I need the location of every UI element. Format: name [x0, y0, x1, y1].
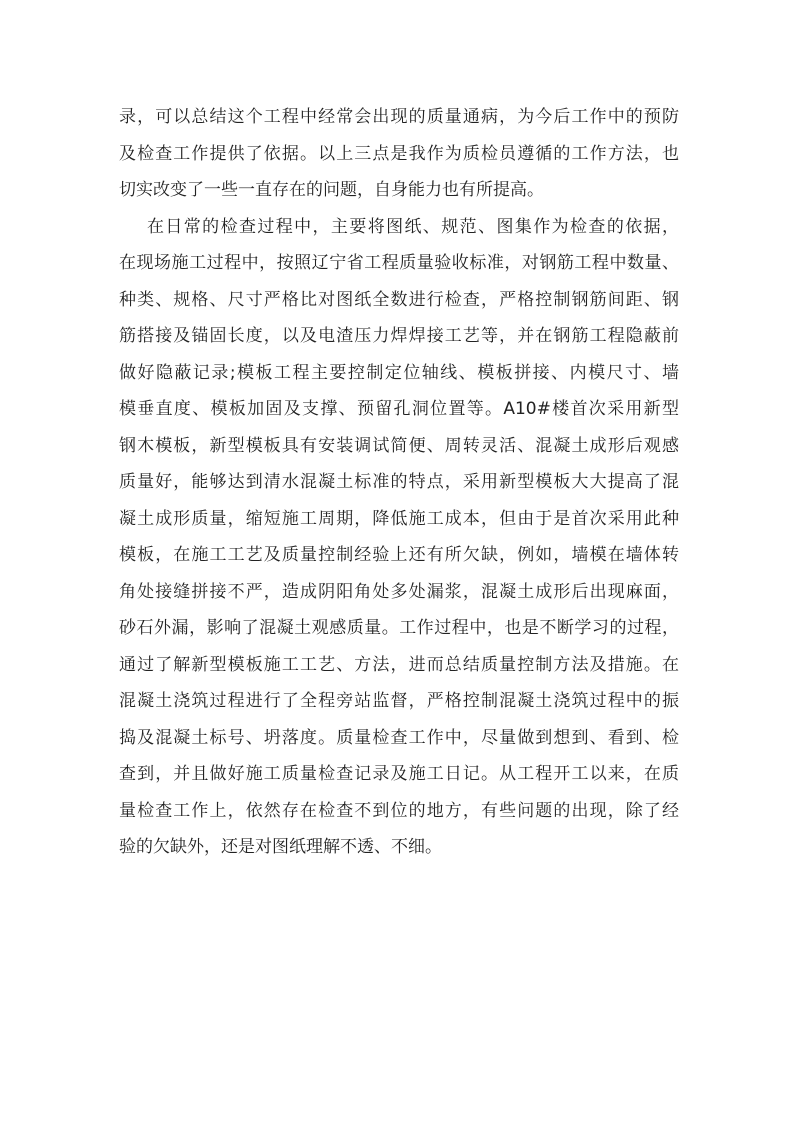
text-line: 做好隐蔽记录;模板工程主要控制定位轴线、模板拼接、内模尺寸、墙 [119, 362, 679, 383]
text-line: 凝土成形质量，缩短施工周期，降低施工成本，但由于是首次采用此种 [119, 508, 679, 529]
text-line: 捣及混凝土标号、坍落度。质量检查工作中，尽量做到想到、看到、检 [119, 727, 679, 748]
text-line: 钢木模板，新型模板具有安装调试简便、周转灵活、混凝土成形后观感 [119, 435, 679, 456]
paragraph-first-line: 在日常的检查过程中，主要将图纸、规范、图集作为检查的依据， [147, 216, 679, 237]
text-line: 切实改变了一些一直存在的问题，自身能力也有所提高。 [119, 180, 544, 200]
text-line: 种类、规格、尺寸严格比对图纸全数进行检查，严格控制钢筋间距、钢 [119, 289, 679, 310]
text-line: 验的欠缺外，还是对图纸理解不透、不细。 [119, 837, 442, 857]
text-line: 通过了解新型模板施工工艺、方法，进而总结质量控制方法及措施。在 [119, 654, 679, 675]
text-line: 及检查工作提供了依据。以上三点是我作为质检员遵循的工作方法，也 [119, 143, 679, 164]
text-line: 筋搭接及锚固长度，以及电渣压力焊焊接工艺等，并在钢筋工程隐蔽前 [119, 326, 679, 346]
text-line: 模板，在施工工艺及质量控制经验上还有所欠缺，例如，墙模在墙体转 [119, 545, 679, 565]
text-line: 混凝土浇筑过程进行了全程旁站监督，严格控制混凝土浇筑过程中的振 [119, 691, 679, 711]
text-line: 质量好，能够达到清水混凝土标准的特点，采用新型模板大大提高了混 [119, 472, 679, 492]
body-text [119, 99, 679, 866]
text-line: 在现场施工过程中，按照辽宁省工程质量验收标准，对钢筋工程中数量、 [119, 253, 679, 273]
text-line: 量检查工作上，依然存在检查不到位的地方，有些问题的出现，除了经 [119, 800, 679, 821]
text-line: 查到，并且做好施工质量检查记录及施工日记。从工程开工以来，在质 [119, 764, 679, 784]
text-line: 模垂直度、模板加固及支撑、预留孔洞位置等。A10#楼首次采用新型 [119, 399, 679, 419]
text-line: 录，可以总结这个工程中经常会出现的质量通病，为今后工作中的预防 [119, 107, 679, 127]
text-line: 角处接缝拼接不严，造成阴阳角处多处漏浆，混凝土成形后出现麻面， [119, 581, 679, 602]
text-line: 砂石外漏，影响了混凝土观感质量。工作过程中，也是不断学习的过程， [119, 618, 679, 638]
